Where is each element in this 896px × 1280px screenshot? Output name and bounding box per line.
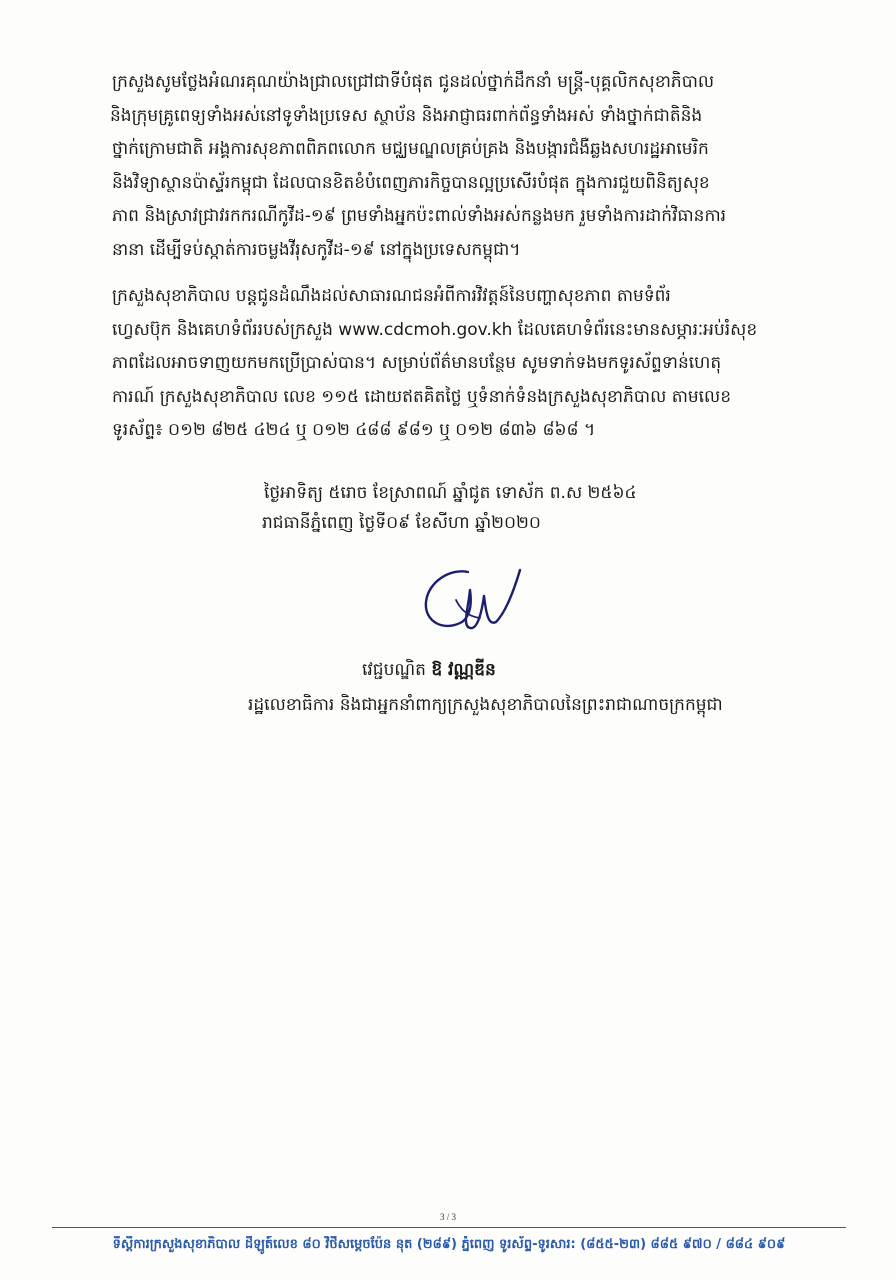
paragraph-notice [112,280,812,448]
place-and-date: រាជធានីភ្នំពេញ ថ្ងៃទី០៩ ខែសីហា ឆ្នាំ២០២០ [262,513,541,533]
signer-name-bold: ឱ វណ្ណឌីន [431,660,496,680]
paragraph-line: ក្រសួងសុខាភិបាល បន្តជូនដំណឹងដល់សាធារណជនអំពីការវិវត្តន៍នៃបញ្ហាសុខភាព តាមទំព័រ [112,286,671,306]
paragraph-line: និងវិទ្យាស្ថានប៉ាស្ទ័រកម្ពុជា ដែលបានខិតខំបំពេញភារកិច្ចបានល្អប្រសើរបំផុត ក្នុងការជួយពិនិត្យសុខ [112,172,710,193]
paragraph-line: ភាព និងស្រាវជ្រាវរកករណីកូវីដ-១៩ ព្រមទាំងអ្នកប៉ះពាល់ទាំងអស់កន្លងមក រួមទាំងការដាក់វិធានការ [112,206,727,226]
signer-name [362,655,496,685]
paragraph-line: ទូរស័ព្ទ៖ ០១២ ៨២៥ ៤២៤ ឬ ០១២ ៤៨៨ ៩៨១ ឬ ០១២ ៨៣៦ ៨៦៨ ។ [112,420,596,440]
paragraph-line: ក្រសួងសូមថ្លែងអំណរគុណយ៉ាងជ្រាលជ្រៅជាទីបំផុត ជូនដល់ថ្នាក់ដឹកនាំ មន្ត្រី-បុគ្គលិកសុខាភិបាល [112,72,715,92]
paragraph-line: និងក្រុមគ្រូពេទ្យទាំងអស់នៅទូទាំងប្រទេស ស្ថាប័ន និងអាជ្ញាធរពាក់ព័ន្ធទាំងអស់ ទាំងថ្នាក់ជាតិនិង [110,105,703,126]
paragraph-line: ភាពដែលអាចទាញយកមកប្រើប្រាស់បាន។ សម្រាប់ព័ត៌មានបន្ថែម សូមទាក់ទងមកទូរស័ព្ទទាន់ហេតុ [112,353,722,373]
khmer-calendar-date: ថ្ងៃអាទិត្យ ៥រោច ខែស្រាពណ៍ ឆ្នាំជូត ទោស័ក ព.ស ២៥៦៤ [264,483,637,503]
footer-divider [52,1227,846,1228]
signer-prefix: វេជ្ជបណ្ឌិត [362,660,432,680]
paragraph-line: ការណ៍ ក្រសួងសុខាភិបាល លេខ ១១៥ ដោយឥតគិតថ្លៃ ឬទំនាក់ទំនងក្រសួងសុខាភិបាល តាមលេខ [112,386,732,407]
paragraph-line: នានា ដើម្បីទប់ស្កាត់ការចម្លងវីរុសកូវីដ-១៩ នៅក្នុងប្រទេសកម្ពុជា។ [112,239,521,260]
paragraph-line: ថ្នាក់ក្រោមជាតិ អង្គការសុខភាពពិភពលោក មជ្ឈមណ្ឌលគ្រប់គ្រង និងបង្ការជំងឺឆ្លងសហរដ្ឋអាមេរិក [112,139,709,159]
handwritten-signature [410,560,540,645]
page-number: 3 / 3 [439,1212,456,1222]
paragraph-thanks [112,66,812,267]
signer-title: រដ្ឋលេខាធិការ និងជាអ្នកនាំពាក្យក្រសួងសុខាភិបាលនៃព្រះរាជាណាចក្រកម្ពុជា [248,695,723,715]
paragraph-line: ហ្វេសប៊ុក និងគេហទំព័ររបស់ក្រសួង www.cdcmoh.gov.kh ដែលគេហទំព័រនេះមានសម្ភារៈអប់រំសុខ [112,319,758,340]
footer-address: ទីស្តីការក្រសួងសុខាភិបាល ដីឡូត៍លេខ ៨០ វិថីសម្តេចប៉ែន នុត (២៨៩) ភ្នំពេញ ទូរស័ព្ទ-ទូរសារ: (៨៥៥-២៣) ៨៨៥ ៩៧០ / ៨៨៤ ៩០៩ [112,1237,786,1252]
